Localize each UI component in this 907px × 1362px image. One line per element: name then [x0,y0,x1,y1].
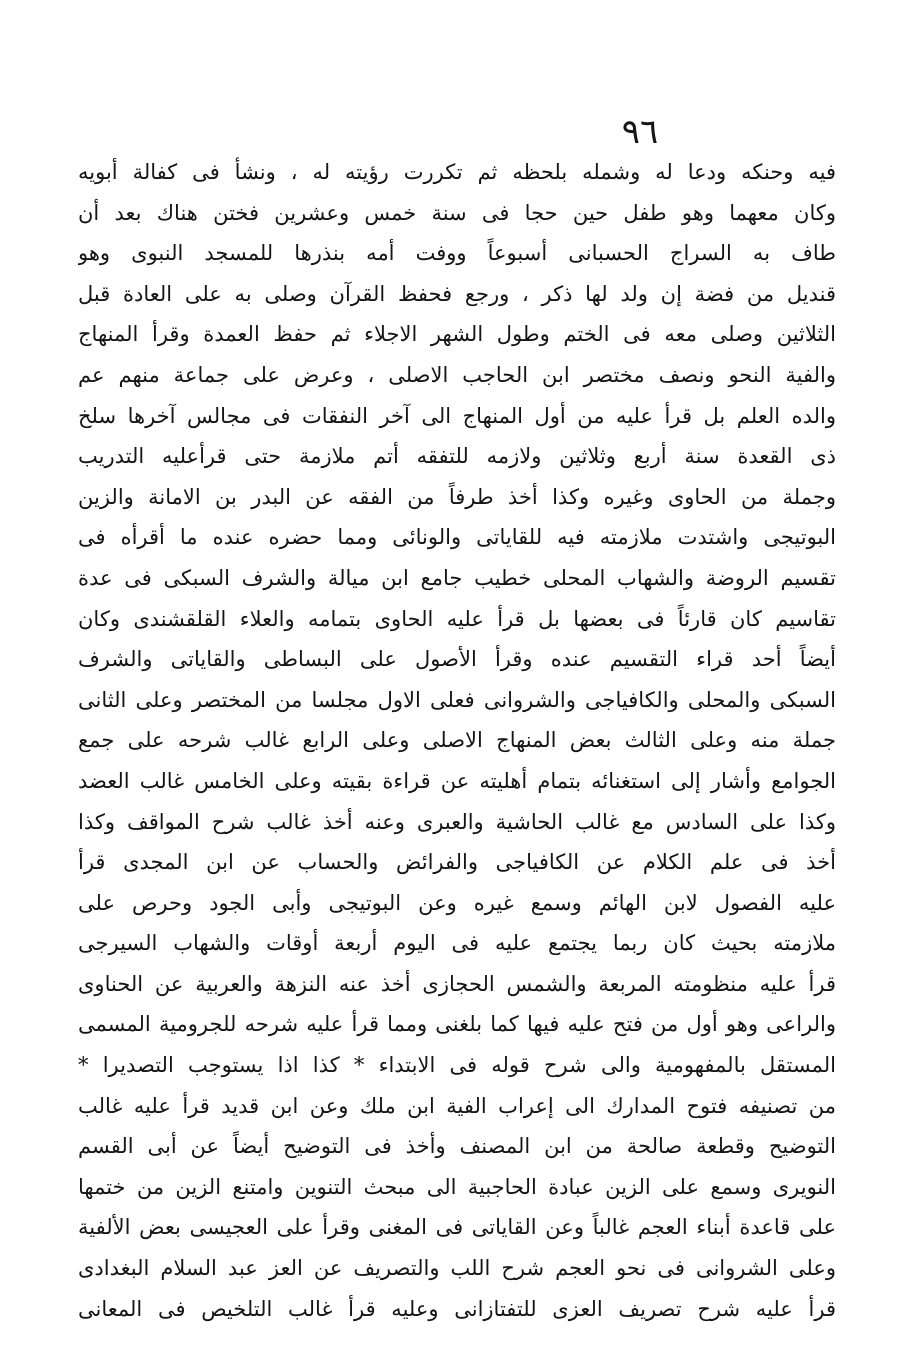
text-line-28: وعلى الشروانى فى نحو العجم شرح اللب والتصريف عن العز عبد السلام البغدادى [78,1256,836,1281]
text-line-8: ذى القعدة سنة أربع وثلاثين ولازمه للتفقه أتم ملازمة حتى قرأعليه التدريب [78,444,836,469]
text-line-10: البوتيجى واشتدت ملازمته فيه للقاياتى والونائى ومما حضره عنده ما أقرأه فى [78,525,836,550]
text-line-15: جملة منه وعلى الثالث بعض المنهاج الاصلى وعلى الرابع غالب شرحه على جمع [78,728,836,753]
text-line-22: والراعى وهو أول من فتح عليه فيها كما بلغنى ومما قرأ عليه شرحه للجرومية المسمى [78,1012,836,1037]
text-line-16: الجوامع وأشار إلى استغنائه بتمام أهليته عن قراءة بقيته وعلى الخامس غالب العضد [78,768,836,793]
text-line-7: والده العلم بل قرأ عليه من أول المنهاج الى آخر النفقات فى مجالس آخرها سلخ [78,403,836,428]
text-line-21: قرأ عليه منظومته المربعة والشمس الحجازى أخذ عنه النزهة والعربية عن الحناوى [78,971,836,996]
text-line-3: طاف به السراج الحسبانى أسبوعاً ووفت أمه بنذرها للمسجد النبوى وهو [78,241,836,266]
text-line-9: وجملة من الحاوى وغيره وكذا أخذ طرفاً من الفقه عن البدر بن الامانة والزين [78,484,836,509]
text-line-29: قرأ عليه شرح تصريف العزى للتفتازانى وعليه قرأ غالب التلخيص فى المعانى [78,1296,836,1321]
text-line-17: وكذا على السادس مع غالب الحاشية والعبرى وعنه أخذ غالب شرح المواقف وكذا [78,809,836,834]
text-line-2: وكان معهما وهو طفل حين حجا فى سنة خمس وعشرين فختن هناك بعد أن [78,200,836,225]
text-line-13: أيضاً أحد قراء التقسيم عنده وقرأ الأصول على البساطى والقاياتى والشرف [78,647,836,672]
text-line-12: تقاسيم كان قارئاً فى بعضها بل قرأ عليه الحاوى بتمامه والعلاء القلقشندى وكان [78,606,836,631]
text-line-1: فيه وحنكه ودعا له وشمله بلحظه ثم تكررت رؤيته له ، ونشأ فى كفالة أبويه [78,160,836,184]
text-line-18: أخذ فى علم الكلام عن الكافياجى والفرائض والحساب عن ابن المجدى قرأ [78,850,836,875]
text-line-6: والفية النحو ونصف مختصر ابن الحاجب الاصلى ، وعرض على جماعة منهم عم [78,362,836,387]
body-text [78,152,836,1329]
page-number: ٩٦ [621,112,659,152]
text-line-5: الثلاثين وصلى معه فى الختم وطول الشهر الاجلاء ثم حفظ العمدة وقرأ المنهاج [78,322,836,347]
text-line-4: قنديل من فضة إن ولد لها ذكر ، ورجع فحفظ القرآن وصلى به على العادة قبل [78,281,836,306]
text-line-14: السبكى والمحلى والكافياجى والشروانى فعلى الاول مجلسا من المختصر وعلى الثانى [78,687,836,712]
text-line-25: التوضيح وقطعة صالحة من ابن المصنف وأخذ فى التوضيح أيضاً عن أبى القسم [78,1134,836,1159]
text-line-20: ملازمته بحيث كان ربما يجتمع عليه فى اليوم أربعة أوقات والشهاب السيرجى [78,931,836,956]
text-line-23: المستقل بالمفهومية والى شرح قوله فى الابتداء * كذا اذا يستوجب التصديرا * [78,1053,836,1078]
text-line-27: على قاعدة أبناء العجم غالباً وعن القاياتى فى المغنى وقرأ على العجيسى بعض الألفية [78,1215,836,1240]
text-line-11: تقسيم الروضة والشهاب المحلى خطيب جامع ابن ميالة والشرف السبكى فى عدة [78,565,836,590]
text-line-19: عليه الفصول لابن الهائم وسمع غيره وعن البوتيجى وأبى الجود وحرص على [78,890,836,915]
text-line-26: النويرى وسمع على الزين عبادة الحاجبية الى مبحث التنوين وامتنع الزين من ختمها [78,1174,836,1199]
text-line-24: من تصنيفه فتوح المدارك الى إعراب الفية ابن ملك وعن ابن قديد قرأ عليه غالب [78,1093,836,1118]
